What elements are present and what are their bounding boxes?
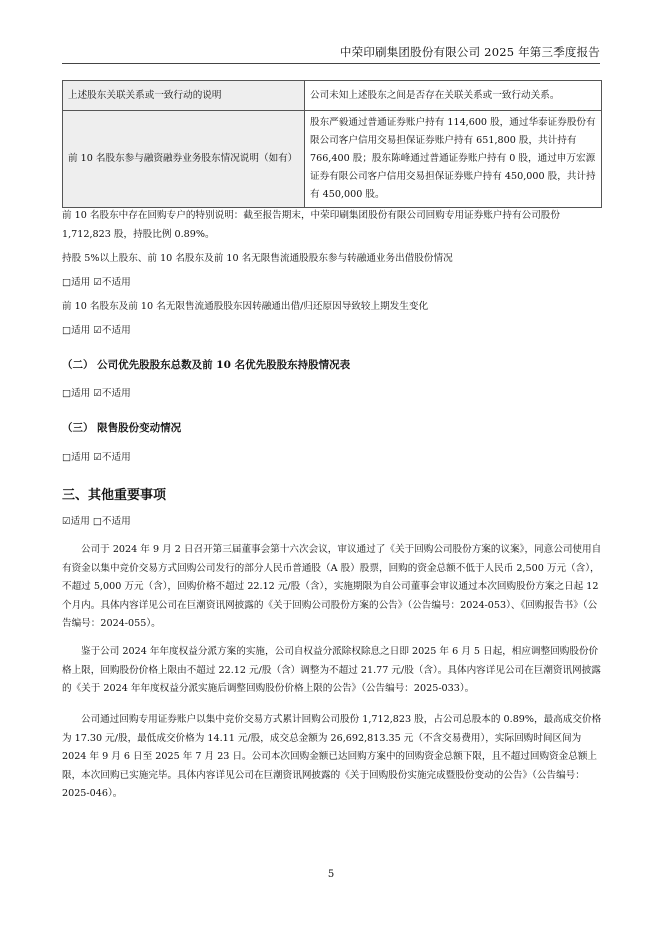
lending-change-option: □适用 ☑不适用 [62,325,131,336]
repurchase-account-note: 前 10 名股东中存在回购专户的特别说明：截至报告期末，中荣印刷集团股份有限公司回购专用证券账户持有公司股份 1,712,823 股，持股比例 0.89%。 [62,210,560,240]
securities-lending-option: □适用 ☑不适用 [62,277,131,288]
repurchase-plan-paragraph: 公司于 2024 年 9 月 2 日召开第三届董事会第十六次会议，审议通过了《关于回购公司股份方案的议案》，同意公司使用自有资金以集中竞价交易方式回购公司发行的部分人民币普通股（A 股）股票，回购的资金总额不低于人民币 2,500 万元（含），不超过 5,000 万元（含），回购价格不超过 22.12 元/股（含），实施期限为自公司董事会审议通过本次回购股份方案之日起 12 个月内。具体内容详见公司在巨潮资讯网披露的《关于回购公司股份方案的公告》（公告编号：2024-053）、《回购报告书》（公告编号：2024-055）。 [62,544,602,629]
table-row [63,81,602,111]
shareholder-relations-table [62,80,602,208]
table-cell-label: 上述股东关联关系或一致行动的说明 [63,81,305,111]
restricted-shares-heading: （三） 限售股份变动情况 [62,422,182,434]
securities-lending-title: 持股 5%以上股东、前 10 名股东及前 10 名无限售流通股股东参与转融通业务出借股份情况 [62,253,453,264]
table-cell-label: 前 10 名股东参与融资融券业务股东情况说明（如有） [63,111,305,208]
price-adjustment-paragraph: 鉴于公司 2024 年年度权益分派方案的实施，公司自权益分派除权除息之日即 2025 年 6 月 5 日起，相应调整回购股份价格上限，回购股份价格上限由不超过 22.12 元/股（含）调整为不超过 21.77 元/股（含）。具体内容详见公司在巨潮资讯网披露的《关于 2024 年年度权益分派实施后调整回购股份价格上限的公告》（公告编号：2025-033）。 [62,646,601,694]
header-divider [62,63,600,64]
restricted-shares-option: □适用 ☑不适用 [62,452,131,463]
table-cell-value: 股东严毅通过普通证券账户持有 114,600 股，通过华泰证券股份有限公司客户信用交易担保证券账户持有 651,800 股，共计持有 766,400 股；股东陈峰通过普通证券账户持有 0 股，通过申万宏源证券有限公司客户信用交易担保证券账户持有 450,000 股，共计持有 450,000 股。 [305,111,602,208]
preferred-shares-heading: （二） 公司优先股股东总数及前 10 名优先股股东持股情况表 [62,359,351,371]
page-number: 5 [327,869,335,880]
preferred-shares-option: □适用 ☑不适用 [62,388,131,399]
table-row [63,111,602,208]
other-matters-option: ☑适用 □不适用 [62,516,131,527]
lending-change-title: 前 10 名股东及前 10 名无限售流通股股东因转融通出借/归还原因导致较上期发生变化 [62,301,429,312]
report-header: 中荣印刷集团股份有限公司 2025 年第三季度报告 [339,45,600,59]
table-cell-value: 公司未知上述股东之间是否存在关联关系或一致行动关系。 [305,81,602,111]
repurchase-completion-paragraph: 公司通过回购专用证券账户以集中竞价交易方式累计回购公司股份 1,712,823 股，占公司总股本的 0.89%，最高成交价格为 17.30 元/股，最低成交价格为 14.11 元/股，成交总金额为 26,692,813.35 元（不含交易费用），实际回购时间区间为 2024 年 9 月 6 日至 2025 年 7 月 23 日。公司本次回购金额已达回购方案中的回购资金总额下限，且不超过回购资金总额上限，本次回购已实施完毕。具体内容详见公司在巨潮资讯网披露的《关于回购股份实施完成暨股份变动的公告》（公告编号：2025-046）。 [62,714,602,799]
other-matters-heading: 三、其他重要事项 [62,488,167,503]
